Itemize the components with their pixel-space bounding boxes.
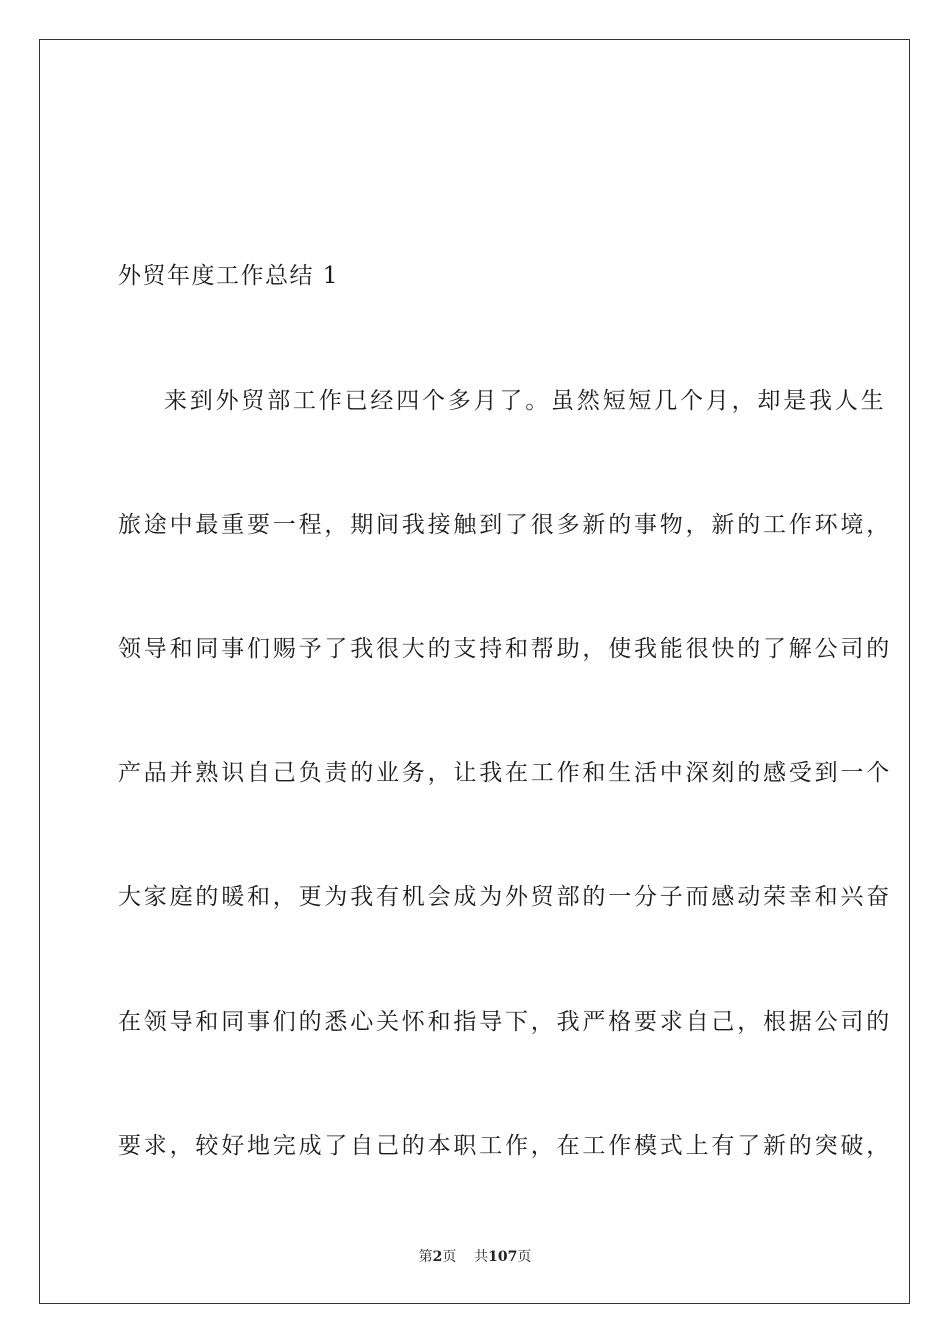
body-line-5: 大家庭的暖和，更为我有机会成为外贸部的一分子而感动荣幸和兴奋 <box>118 884 892 910</box>
body-line-3: 领导和同事们赐予了我很大的支持和帮助，使我能很快的了解公司的 <box>118 636 892 662</box>
page-prefix: 第 <box>418 1249 433 1265</box>
page-border <box>39 39 910 1304</box>
page-suffix: 页 <box>442 1249 457 1265</box>
page-footer <box>0 1248 950 1266</box>
body-line-6: 在领导和同事们的悉心关怀和指导下，我严格要求自己，根据公司的 <box>118 1009 892 1035</box>
document-title: 外贸年度工作总结 1 <box>118 263 339 289</box>
total-pages: 107 <box>488 1249 518 1265</box>
total-prefix: 共 <box>474 1249 489 1265</box>
body-line-4: 产品并熟识自己负责的业务，让我在工作和生活中深刻的感受到一个 <box>118 760 892 786</box>
body-line-1: 来到外贸部工作已经四个多月了。虽然短短几个月，却是我人生 <box>164 388 887 414</box>
page-number: 2 <box>432 1249 443 1265</box>
total-suffix: 页 <box>517 1249 532 1265</box>
body-line-2: 旅途中最重要一程，期间我接触到了很多新的事物，新的工作环境， <box>118 512 892 538</box>
body-line-7: 要求，较好地完成了自己的本职工作，在工作模式上有了新的突破， <box>118 1133 892 1159</box>
